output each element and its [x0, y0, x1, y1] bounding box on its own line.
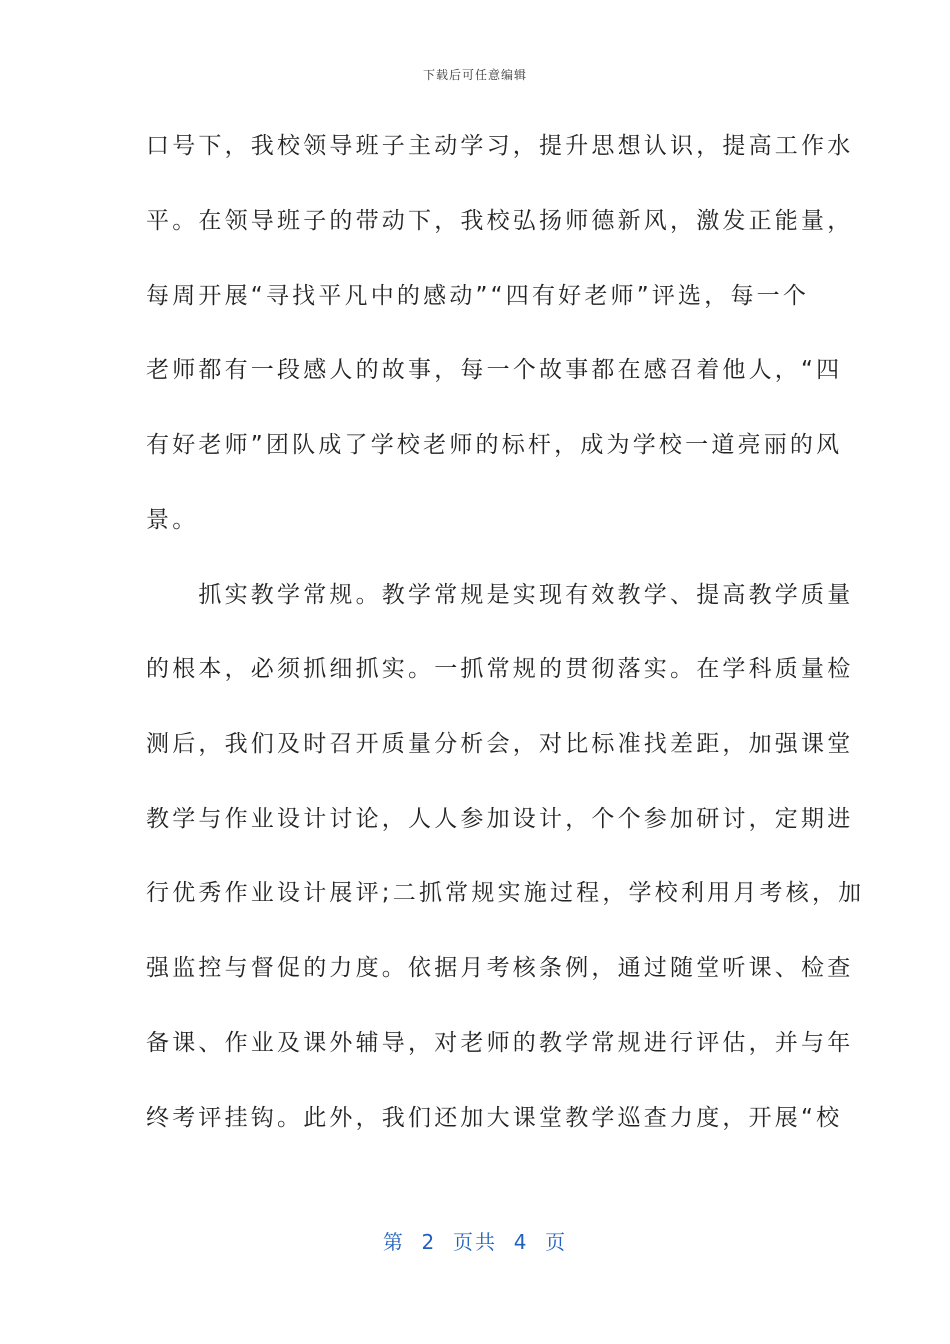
body-line: 景。 [146, 507, 199, 533]
current-page-number: 2 [421, 1230, 437, 1254]
body-line: 教学与作业设计讨论，人人参加设计，个个参加研讨，定期进 [146, 806, 854, 832]
page-header: 下载后可任意编辑 [422, 68, 527, 82]
body-line: 行优秀作业设计展评;二抓常规实施过程，学校利用月考核，加 [146, 880, 865, 906]
footer-suffix: 页 [545, 1230, 568, 1254]
body-line: 终考评挂钩。此外，我们还加大课堂教学巡查力度，开展“校 [146, 1105, 843, 1131]
body-line: 的根本，必须抓细抓实。一抓常规的贯彻落实。在学科质量检 [146, 656, 854, 682]
footer-middle: 页共 [453, 1230, 497, 1254]
body-line: 抓实教学常规。教学常规是实现有效教学、提高教学质量 [146, 582, 854, 608]
body-line: 强监控与督促的力度。依据月考核条例，通过随堂听课、检查 [146, 955, 854, 981]
body-line: 备课、作业及课外辅导，对老师的教学常规进行评估，并与年 [146, 1030, 854, 1056]
body-line: 老师都有一段感人的故事，每一个故事都在感召着他人，“四 [146, 357, 843, 383]
body-line: 测后，我们及时召开质量分析会，对比标准找差距，加强课堂 [146, 731, 854, 757]
footer-prefix: 第 [382, 1230, 405, 1254]
page-number-footer [0, 1226, 950, 1255]
body-line: 平。在领导班子的带动下，我校弘扬师德新风，激发正能量， [146, 208, 854, 234]
body-line: 有好老师”团队成了学校老师的标杆，成为学校一道亮丽的风 [146, 432, 843, 458]
total-page-count: 4 [513, 1230, 529, 1254]
body-line: 每周开展“寻找平凡中的感动”“四有好老师”评选，每一个 [146, 283, 810, 309]
body-line: 口号下，我校领导班子主动学习，提升思想认识，提高工作水 [146, 133, 854, 159]
